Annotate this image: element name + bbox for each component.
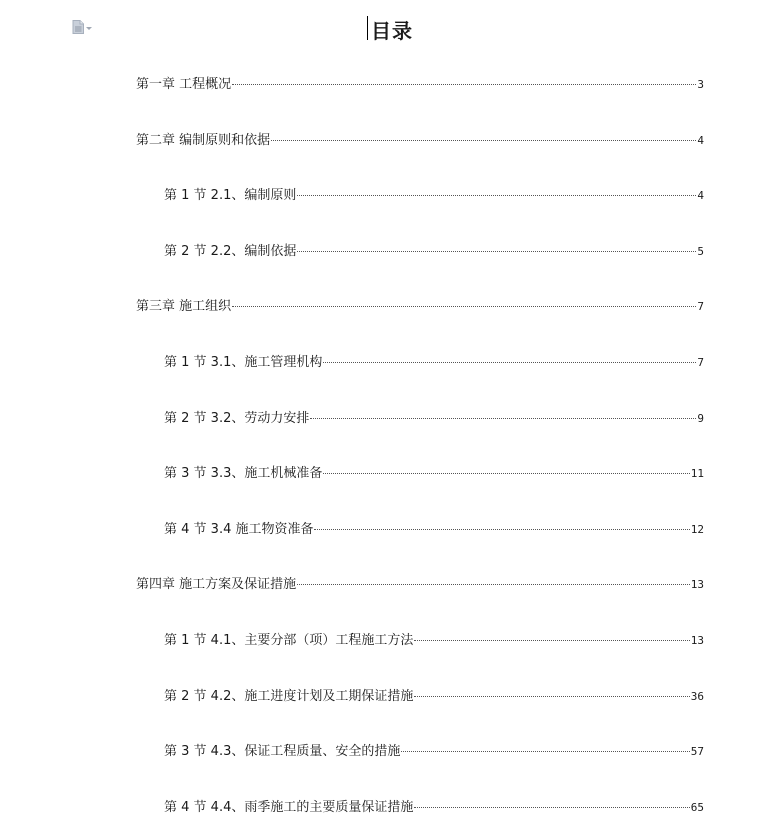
toc-entry-title: 第 1 节 3.1、施工管理机构	[164, 355, 323, 370]
toc-dot-leader	[323, 362, 696, 363]
toc-entry[interactable]	[164, 355, 704, 371]
toc-page-number: 11	[690, 467, 704, 480]
toc-entry[interactable]	[164, 188, 704, 204]
toc-page-number: 13	[690, 578, 704, 591]
toc-dot-leader	[271, 140, 696, 141]
toc-entry[interactable]	[164, 633, 704, 649]
toc-page-number: 57	[690, 745, 704, 758]
toc-entry[interactable]	[136, 299, 704, 315]
toc-entry-title: 第三章 施工组织	[136, 299, 232, 314]
toc-dot-leader	[232, 84, 696, 85]
page-title-text: 目录	[371, 19, 413, 43]
toc-page-number: 3	[697, 78, 704, 91]
toc-dot-leader	[401, 751, 689, 752]
toc-page-number: 7	[697, 300, 704, 313]
toc-page-number: 36	[690, 690, 704, 703]
toc-dot-leader	[232, 306, 696, 307]
toc-entry-title: 第 2 节 2.2、编制依据	[164, 244, 297, 259]
toc-dot-leader	[314, 529, 689, 530]
toc-page-number: 4	[697, 134, 704, 147]
toc-page-number: 5	[697, 245, 704, 258]
toc-entry-title: 第 1 节 4.1、主要分部（项）工程施工方法	[164, 633, 414, 648]
toc-entry[interactable]	[164, 411, 704, 427]
toc-dot-leader	[414, 807, 689, 808]
toc-dot-leader	[414, 640, 689, 641]
toc-entry[interactable]	[136, 133, 704, 149]
toc-dot-leader	[297, 195, 696, 196]
toc-page-number: 9	[697, 412, 704, 425]
toc-entry-title: 第 3 节 4.3、保证工程质量、安全的措施	[164, 744, 401, 759]
toc-entry-title: 第 2 节 4.2、施工进度计划及工期保证措施	[164, 689, 414, 704]
toc-entry[interactable]	[164, 744, 704, 760]
toc-page-number: 4	[697, 189, 704, 202]
toc-entry-title: 第一章 工程概况	[136, 77, 232, 92]
toc-page-number: 65	[690, 801, 704, 814]
toc-entry-title: 第四章 施工方案及保证措施	[136, 577, 297, 592]
toc-entry-title: 第 4 节 4.4、雨季施工的主要质量保证措施	[164, 800, 414, 815]
toc-entry[interactable]	[164, 689, 704, 705]
toc-page-number: 7	[697, 356, 704, 369]
toc-page-number: 12	[690, 523, 704, 536]
toc-entry[interactable]	[164, 800, 704, 816]
toc-dot-leader	[297, 251, 696, 252]
toc-dot-leader	[323, 473, 689, 474]
toc-dot-leader	[310, 418, 696, 419]
toc-dot-leader	[297, 584, 690, 585]
toc-entry[interactable]	[164, 522, 704, 538]
toc-page-number: 13	[690, 634, 704, 647]
toc-entry-title: 第 4 节 3.4 施工物资准备	[164, 522, 314, 537]
toc-entry[interactable]	[164, 466, 704, 482]
toc-entry[interactable]	[136, 77, 704, 93]
toc-dot-leader	[414, 696, 689, 697]
toc-entry-title: 第 1 节 2.1、编制原则	[164, 188, 297, 203]
toc-entry[interactable]	[164, 244, 704, 260]
toc-entry-title: 第二章 编制原则和依据	[136, 133, 271, 148]
toc-entry[interactable]	[136, 577, 704, 593]
toc-entry-title: 第 3 节 3.3、施工机械准备	[164, 466, 323, 481]
toc-entry-title: 第 2 节 3.2、劳动力安排	[164, 411, 310, 426]
